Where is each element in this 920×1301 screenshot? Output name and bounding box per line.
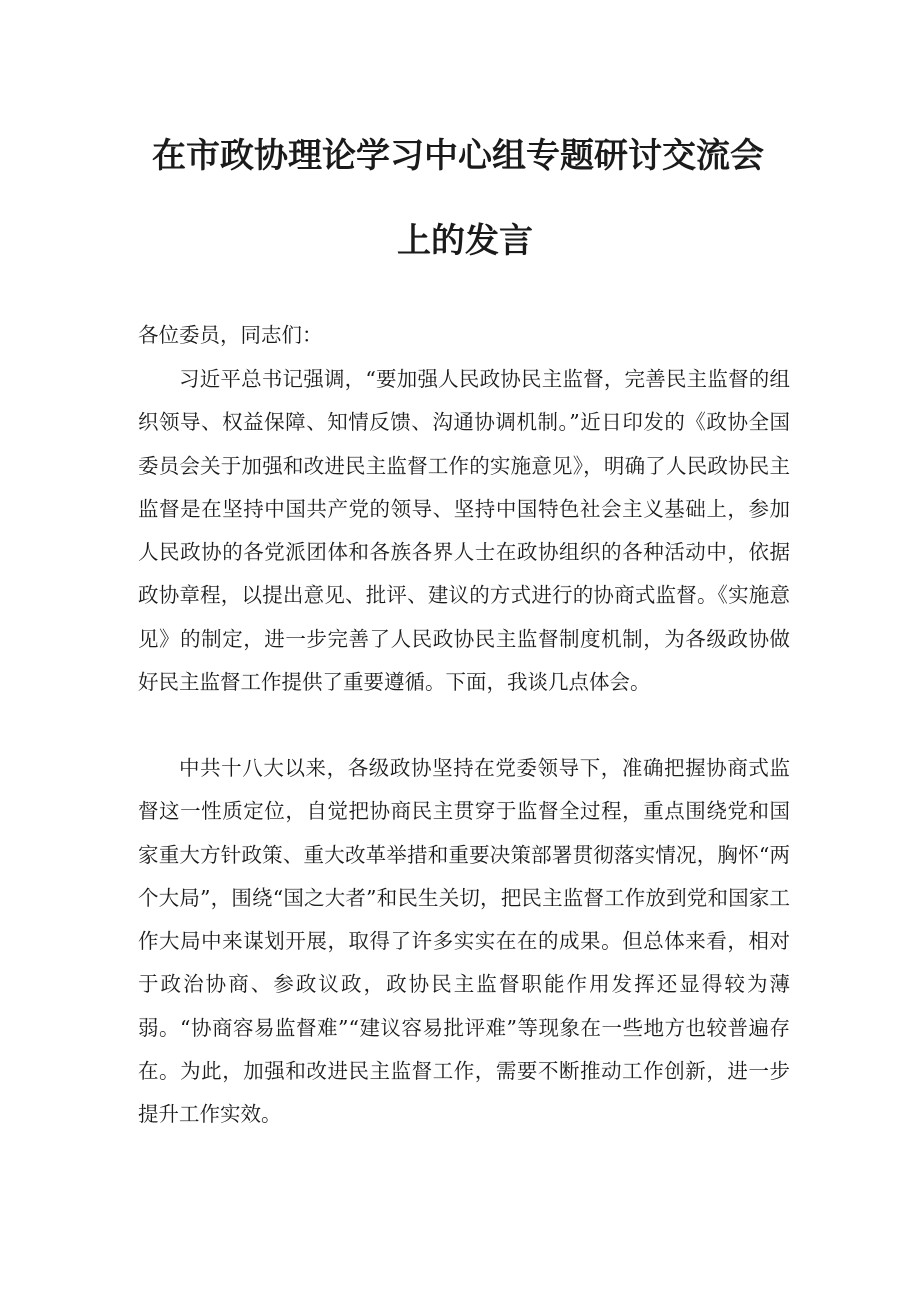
document-title-line-1: 在市政协理论学习中心组专题研讨交流会: [152, 136, 764, 176]
document-title-line-2: 上的发言: [397, 221, 533, 261]
paragraph-1: 习近平总书记强调，“要加强人民政协民主监督，完善民主监督的组织领导、权益保障、知情反馈、沟通协调机制。”近日印发的《政协全国委员会关于加强和改进民主监督工作的实施意见》，明确了人民政协民主监督是在坚持中国共产党的领导、坚持中国特色社会主义基础上，参加人民政协的各党派团体和各族各界人士在政协组织的各种活动中，依据政协章程，以提出意见、批评、建议的方式进行的协商式监督。《实施意见》的制定，进一步完善了人民政协民主监督制度机制，为各级政协做好民主监督工作提供了重要遵循。下面，我谈几点体会。: [138, 367, 790, 695]
paragraph-2: 中共十八大以来，各级政协坚持在党委领导下，准确把握协商式监督这一性质定位，自觉把协商民主贯穿于监督全过程，重点围绕党和国家重大方针政策、重大改革举措和重要决策部署贯彻落实情况，胸怀“两个大局”，围绕“国之大者”和民生关切，把民主监督工作放到党和国家工作大局中来谋划开展，取得了许多实实在在的成果。但总体来看，相对于政治协商、参政议政，政协民主监督职能作用发挥还显得较为薄弱。“协商容易监督难”“建议容易批评难”等现象在一些地方也较普遍存在。为此，加强和改进民主监督工作，需要不断推动工作创新，进一步提升工作实效。: [138, 756, 790, 1127]
salutation: 各位委员，同志们：: [138, 323, 323, 347]
